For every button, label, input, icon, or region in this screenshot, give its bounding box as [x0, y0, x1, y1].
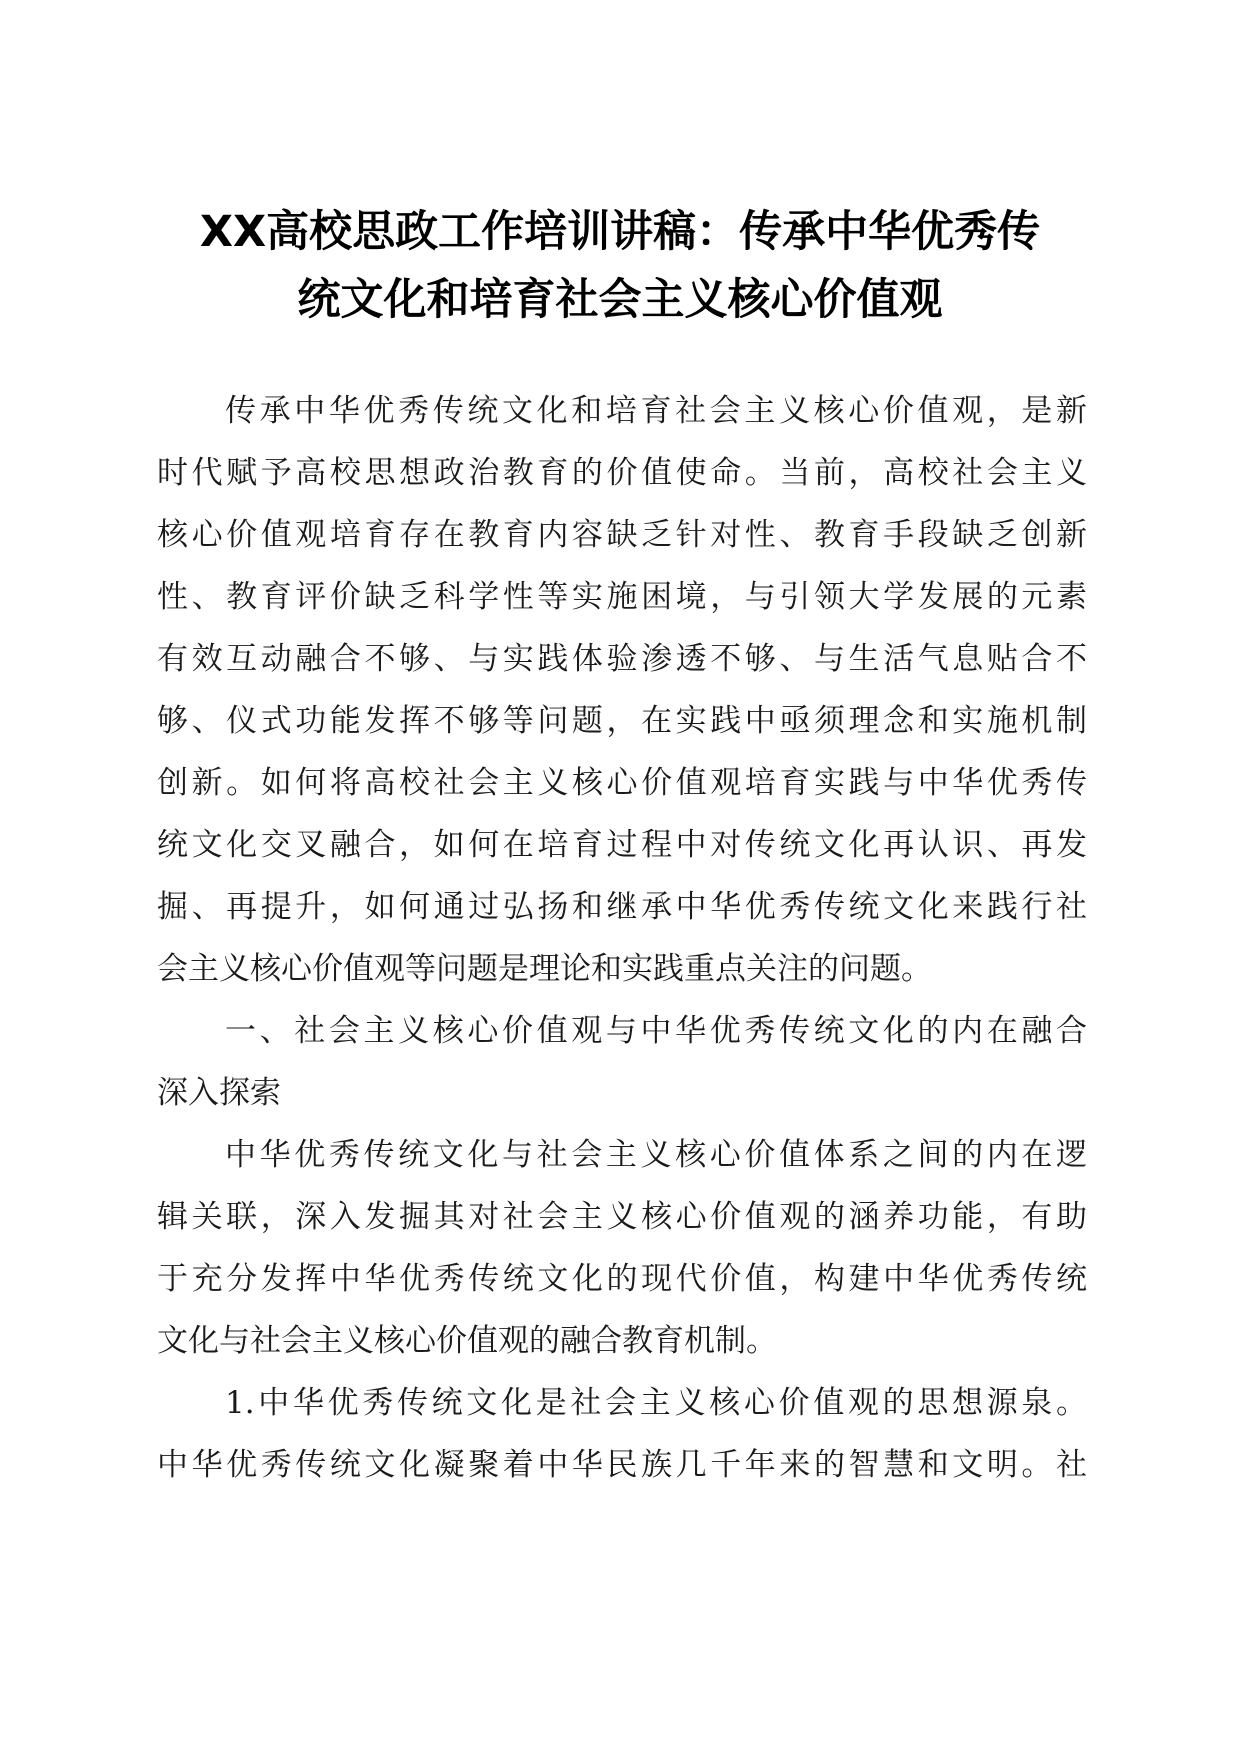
body-text-line: 够、仪式功能发挥不够等问题，在实践中亟须理念和实施机制 — [157, 703, 1087, 739]
body-text-line: 时代赋予高校思想政治教育的价值使命。当前，高校社会主义 — [157, 455, 1087, 491]
body-text-line: 传承中华优秀传统文化和培育社会主义核心价值观，是新 — [225, 393, 1087, 429]
document-title — [155, 198, 1085, 334]
document-body — [157, 380, 1087, 1496]
body-text-line: 一、社会主义核心价值观与中华优秀传统文化的内在融合 — [225, 1013, 1087, 1049]
body-text-line: 统文化交叉融合，如何在培育过程中对传统文化再认识、再发 — [157, 827, 1087, 863]
body-text-line: 性、教育评价缺乏科学性等实施困境，与引领大学发展的元素 — [157, 579, 1087, 615]
body-text-line: 深入探索 — [157, 1075, 281, 1111]
body-text-line: 创新。如何将高校社会主义核心价值观培育实践与中华优秀传 — [157, 765, 1087, 801]
title-line-2: 统文化和培育社会主义核心价值观 — [297, 275, 943, 325]
title-line-1: XX高校思政工作培训讲稿：传承中华优秀传 — [199, 207, 1041, 257]
body-text-line: 掘、再提升，如何通过弘扬和继承中华优秀传统文化来践行社 — [157, 889, 1087, 925]
body-text-line: 辑关联，深入发掘其对社会主义核心价值观的涵养功能，有助 — [157, 1199, 1087, 1235]
body-text-line: 会主义核心价值观等问题是理论和实践重点关注的问题。 — [157, 951, 932, 987]
body-text-line: 核心价值观培育存在教育内容缺乏针对性、教育手段缺乏创新 — [157, 517, 1087, 553]
body-text-line: 文化与社会主义核心价值观的融合教育机制。 — [157, 1323, 777, 1359]
body-text-line: 中华优秀传统文化与社会主义核心价值体系之间的内在逻 — [225, 1137, 1087, 1173]
body-text-line: 于充分发挥中华优秀传统文化的现代价值，构建中华优秀传统 — [157, 1261, 1087, 1297]
body-text-line: 有效互动融合不够、与实践体验渗透不够、与生活气息贴合不 — [157, 641, 1087, 677]
body-text-line: 中华优秀传统文化凝聚着中华民族几千年来的智慧和文明。社 — [157, 1447, 1087, 1483]
body-text-line: 1.中华优秀传统文化是社会主义核心价值观的思想源泉。 — [225, 1385, 1087, 1421]
